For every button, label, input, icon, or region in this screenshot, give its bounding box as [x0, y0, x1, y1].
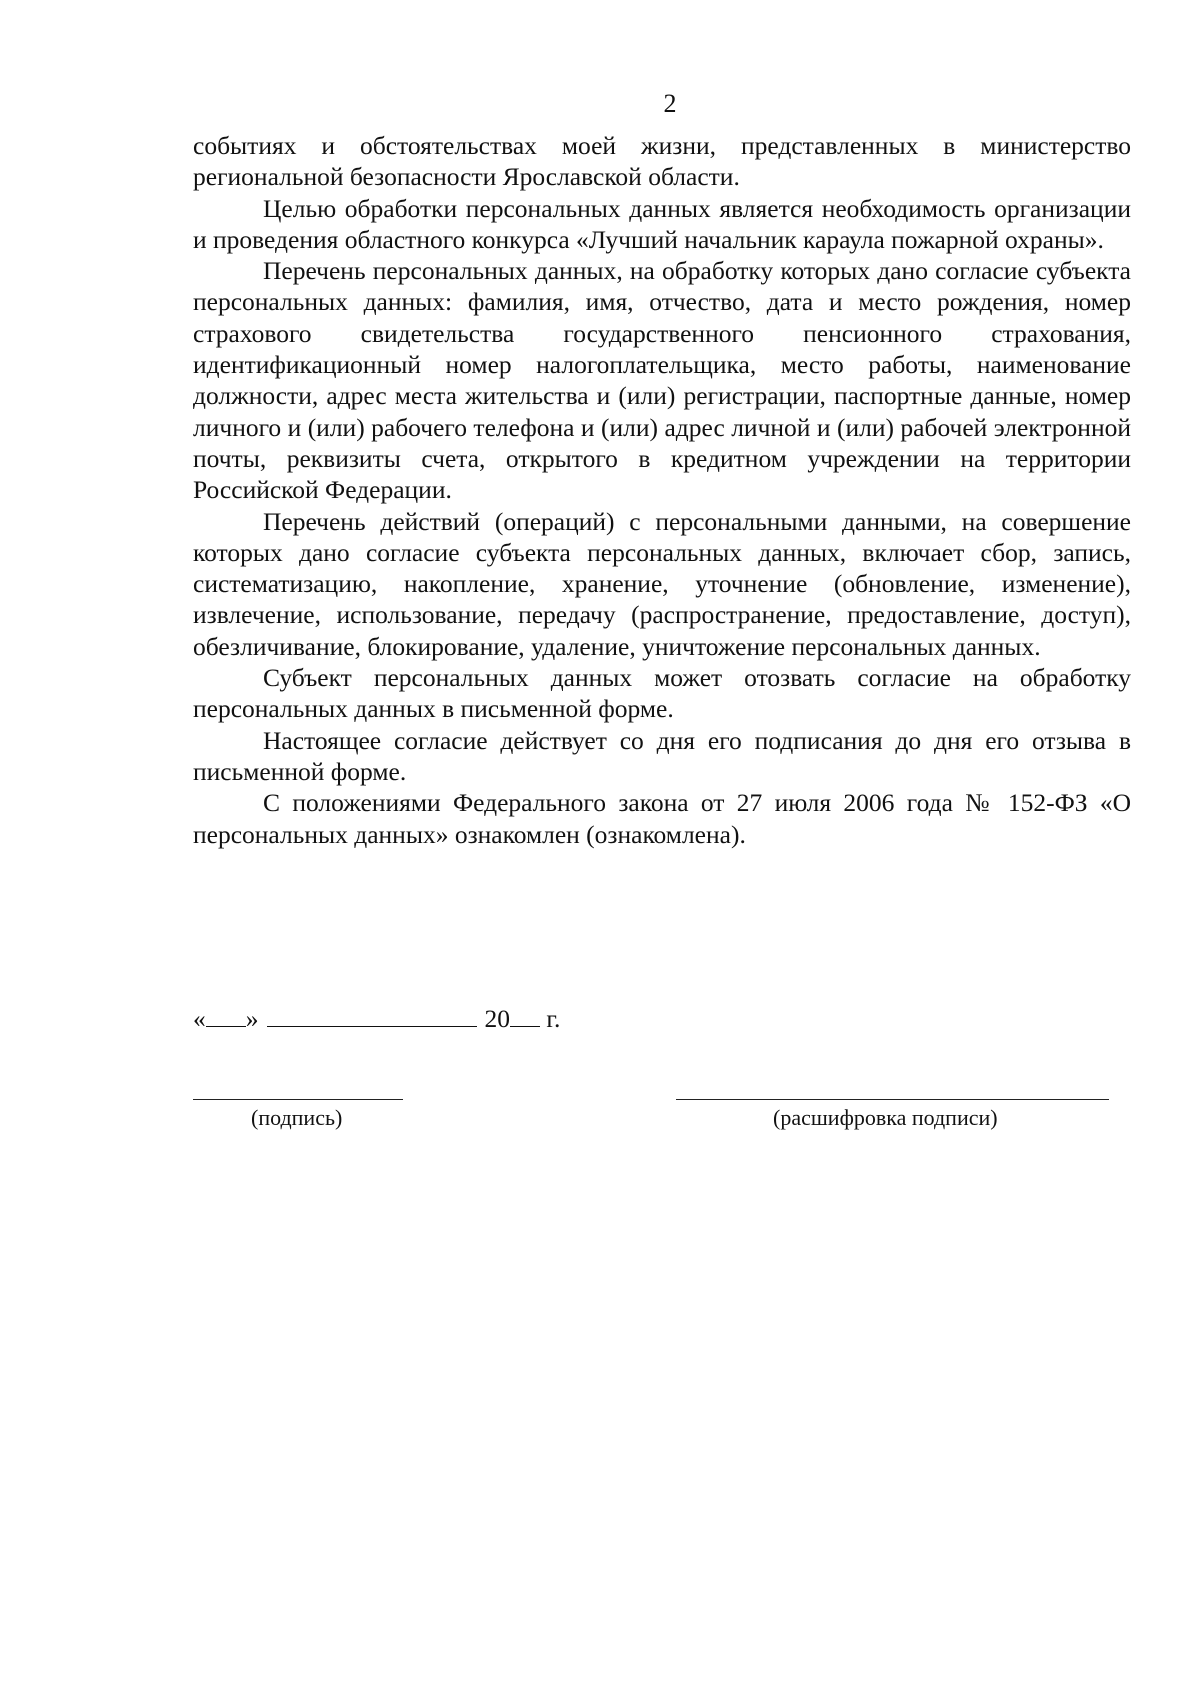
- page-number: 2: [663, 89, 677, 118]
- paragraph-law-acknowledgement: С положениями Федерального закона от 27 июля 2006 года № 152-ФЗ «О персональных данных» ознакомлен (ознакомлена).: [193, 788, 1131, 849]
- month-blank[interactable]: [267, 1004, 477, 1027]
- paragraph-actions-list: Перечень действий (операций) с персональными данными, на совершение которых дано согласие субъекта персональных данных, включает сбор, запись, систематизацию, накопление, хранение, уточнение (обновление, изменение), извлечение, использование, передачу (распространение, предоставление, доступ), обезличивание, блокирование, удаление, уничтожение персональных данных.: [193, 506, 1131, 661]
- signature-label: (подпись): [251, 1105, 343, 1130]
- signature-transcript-line[interactable]: [676, 1099, 1109, 1100]
- date-close-quote: »: [245, 1004, 259, 1033]
- year-prefix: 20: [484, 1004, 510, 1033]
- paragraph-data-list: Перечень персональных данных, на обработку которых дано согласие субъекта персональных данных: фамилия, имя, отчество, дата и место рождения, номер страхового свидетельства государственного пенсионного страхования, идентификационный номер налогоплательщика, место работы, наименование должности, адрес места жительства и (или) регистрации, паспортные данные, номер личного и (или) рабочего телефона и (или) адрес личной и (или) рабочей электронной почты, реквизиты счета, открытого в кредитном учреждении на территории Российской Федерации.: [193, 256, 1131, 505]
- signature-line[interactable]: [193, 1099, 403, 1100]
- day-blank[interactable]: [206, 1004, 246, 1027]
- date-line: [193, 1003, 560, 1035]
- paragraph-revocation: Субъект персональных данных может отозвать согласие на обработку персональных данных в письменной форме.: [193, 663, 1131, 724]
- signature-transcript-label: (расшифровка подписи): [773, 1105, 998, 1130]
- year-suffix: г.: [546, 1004, 561, 1033]
- document-body: [193, 130, 1131, 850]
- paragraph-continuation: событиях и обстоятельствах моей жизни, представленных в министерство региональной безопасности Ярославской области.: [193, 131, 1131, 192]
- paragraph-purpose: Целью обработки персональных данных является необходимость организации и проведения областного конкурса «Лучший начальник караула пожарной охраны».: [193, 193, 1131, 254]
- date-open-quote: «: [193, 1004, 206, 1033]
- year-blank[interactable]: [510, 1004, 540, 1027]
- paragraph-validity: Настоящее согласие действует со дня его подписания до дня его отзыва в письменной форме.: [193, 725, 1131, 786]
